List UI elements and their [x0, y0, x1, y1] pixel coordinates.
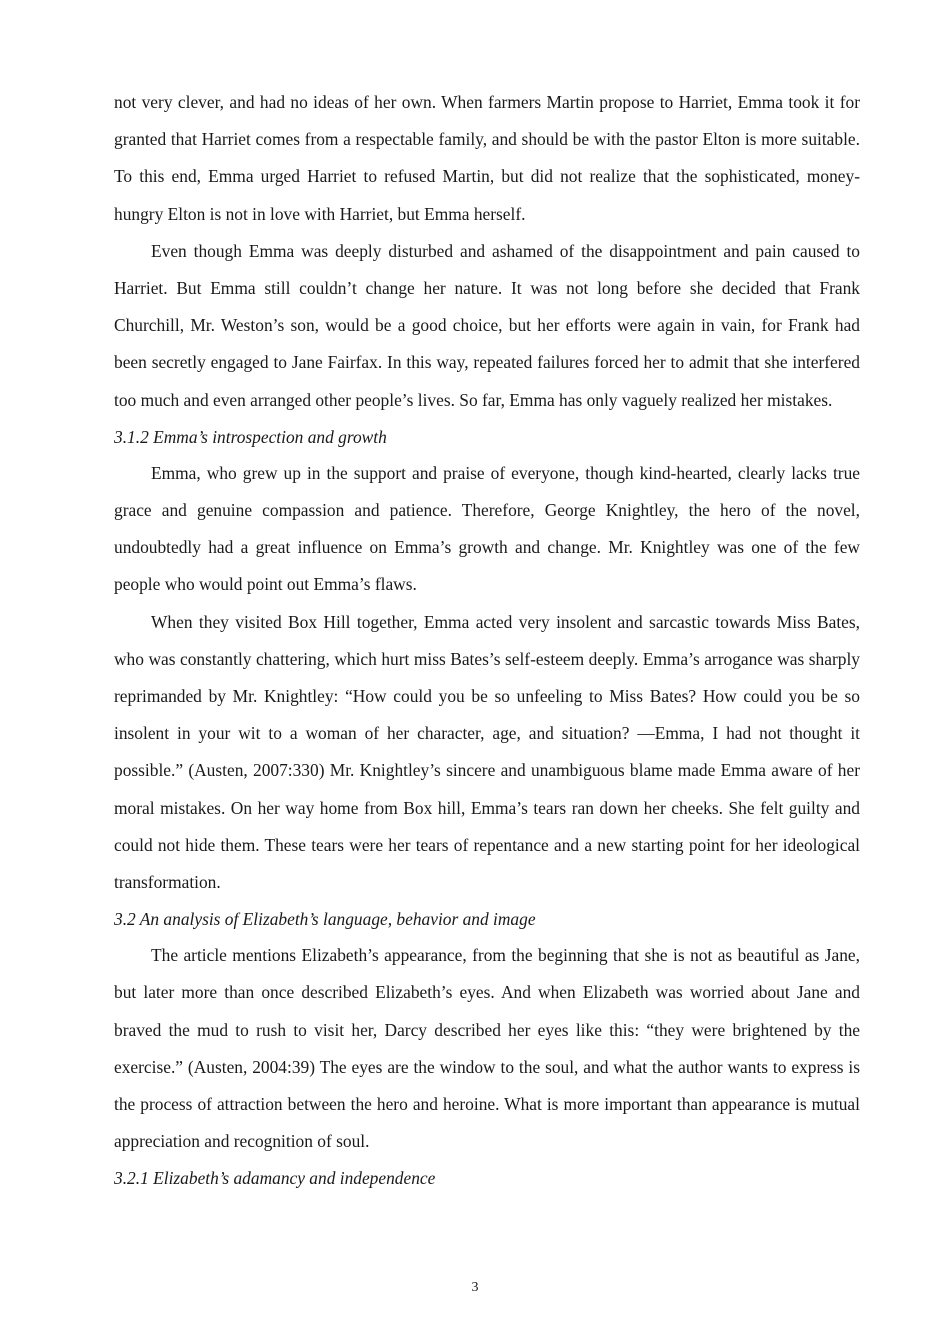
section-heading-3-2-1: 3.2.1 Elizabeth’s adamancy and independence — [114, 1168, 436, 1189]
paragraph-5: The article mentions Elizabeth’s appearance, from the beginning that she is not as beautiful as Jane, but later more than once described Elizabeth’s eyes. And when Elizabeth was worried about Jane and braved the mud to rush to visit her, Darcy described her eyes like this: “they were brightened by the exercise.” (Austen, 2004:39) The eyes are the window to the soul, and what the author wants to express is the process of attraction between the hero and heroine. What is more important than appearance is mutual appreciation and recognition of soul. — [114, 945, 860, 1152]
paragraph-1: not very clever, and had no ideas of her own. When farmers Martin propose to Harriet, Emma took it for granted that Harriet comes from a respectable family, and should be with the pastor Elton is more suitable. To this end, Emma urged Harriet to refused Martin, but did not realize that the sophisticated, money-hungry Elton is not in love with Harriet, but Emma herself. — [114, 92, 860, 224]
page-number: 3 — [471, 1280, 479, 1295]
section-heading-3-1-2: 3.1.2 Emma’s introspection and growth — [114, 426, 387, 447]
paragraph-4: When they visited Box Hill together, Emma acted very insolent and sarcastic towards Miss Bates, who was constantly chattering, which hurt miss Bates’s self-esteem deeply. Emma’s arrogance was sharply reprimanded by Mr. Knightley: “How could you be so unfeeling to Miss Bates? How could you be so insolent in your wit to a woman of her character, age, and situation? —Emma, I had not thought it possible.” (Austen, 2007:330) Mr. Knightley’s sincere and unambiguous blame made Emma aware of her moral mistakes. On her way home from Box hill, Emma’s tears ran down her cheeks. She felt guilty and could not hide them. These tears were her tears of repentance and a new starting point for her ideological transformation. — [114, 611, 860, 893]
paragraph-2: Even though Emma was deeply disturbed and ashamed of the disappointment and pain caused to Harriet. But Emma still couldn’t change her nature. It was not long before she decided that Frank Churchill, Mr. Weston’s son, would be a good choice, but her efforts were again in vain, for Frank had been secretly engaged to Jane Fairfax. In this way, repeated failures forced her to admit that she interfered too much and even arranged other people’s lives. So far, Emma has only vaguely realized her mistakes. — [114, 240, 860, 410]
paragraph-3: Emma, who grew up in the support and praise of everyone, though kind-hearted, clearly lacks true grace and genuine compassion and patience. Therefore, George Knightley, the hero of the novel, undoubtedly had a great influence on Emma’s growth and change. Mr. Knightley was one of the few people who would point out Emma’s flaws. — [114, 462, 860, 595]
section-heading-3-2: 3.2 An analysis of Elizabeth’s language, behavior and image — [114, 909, 536, 930]
page-body — [114, 84, 860, 1196]
